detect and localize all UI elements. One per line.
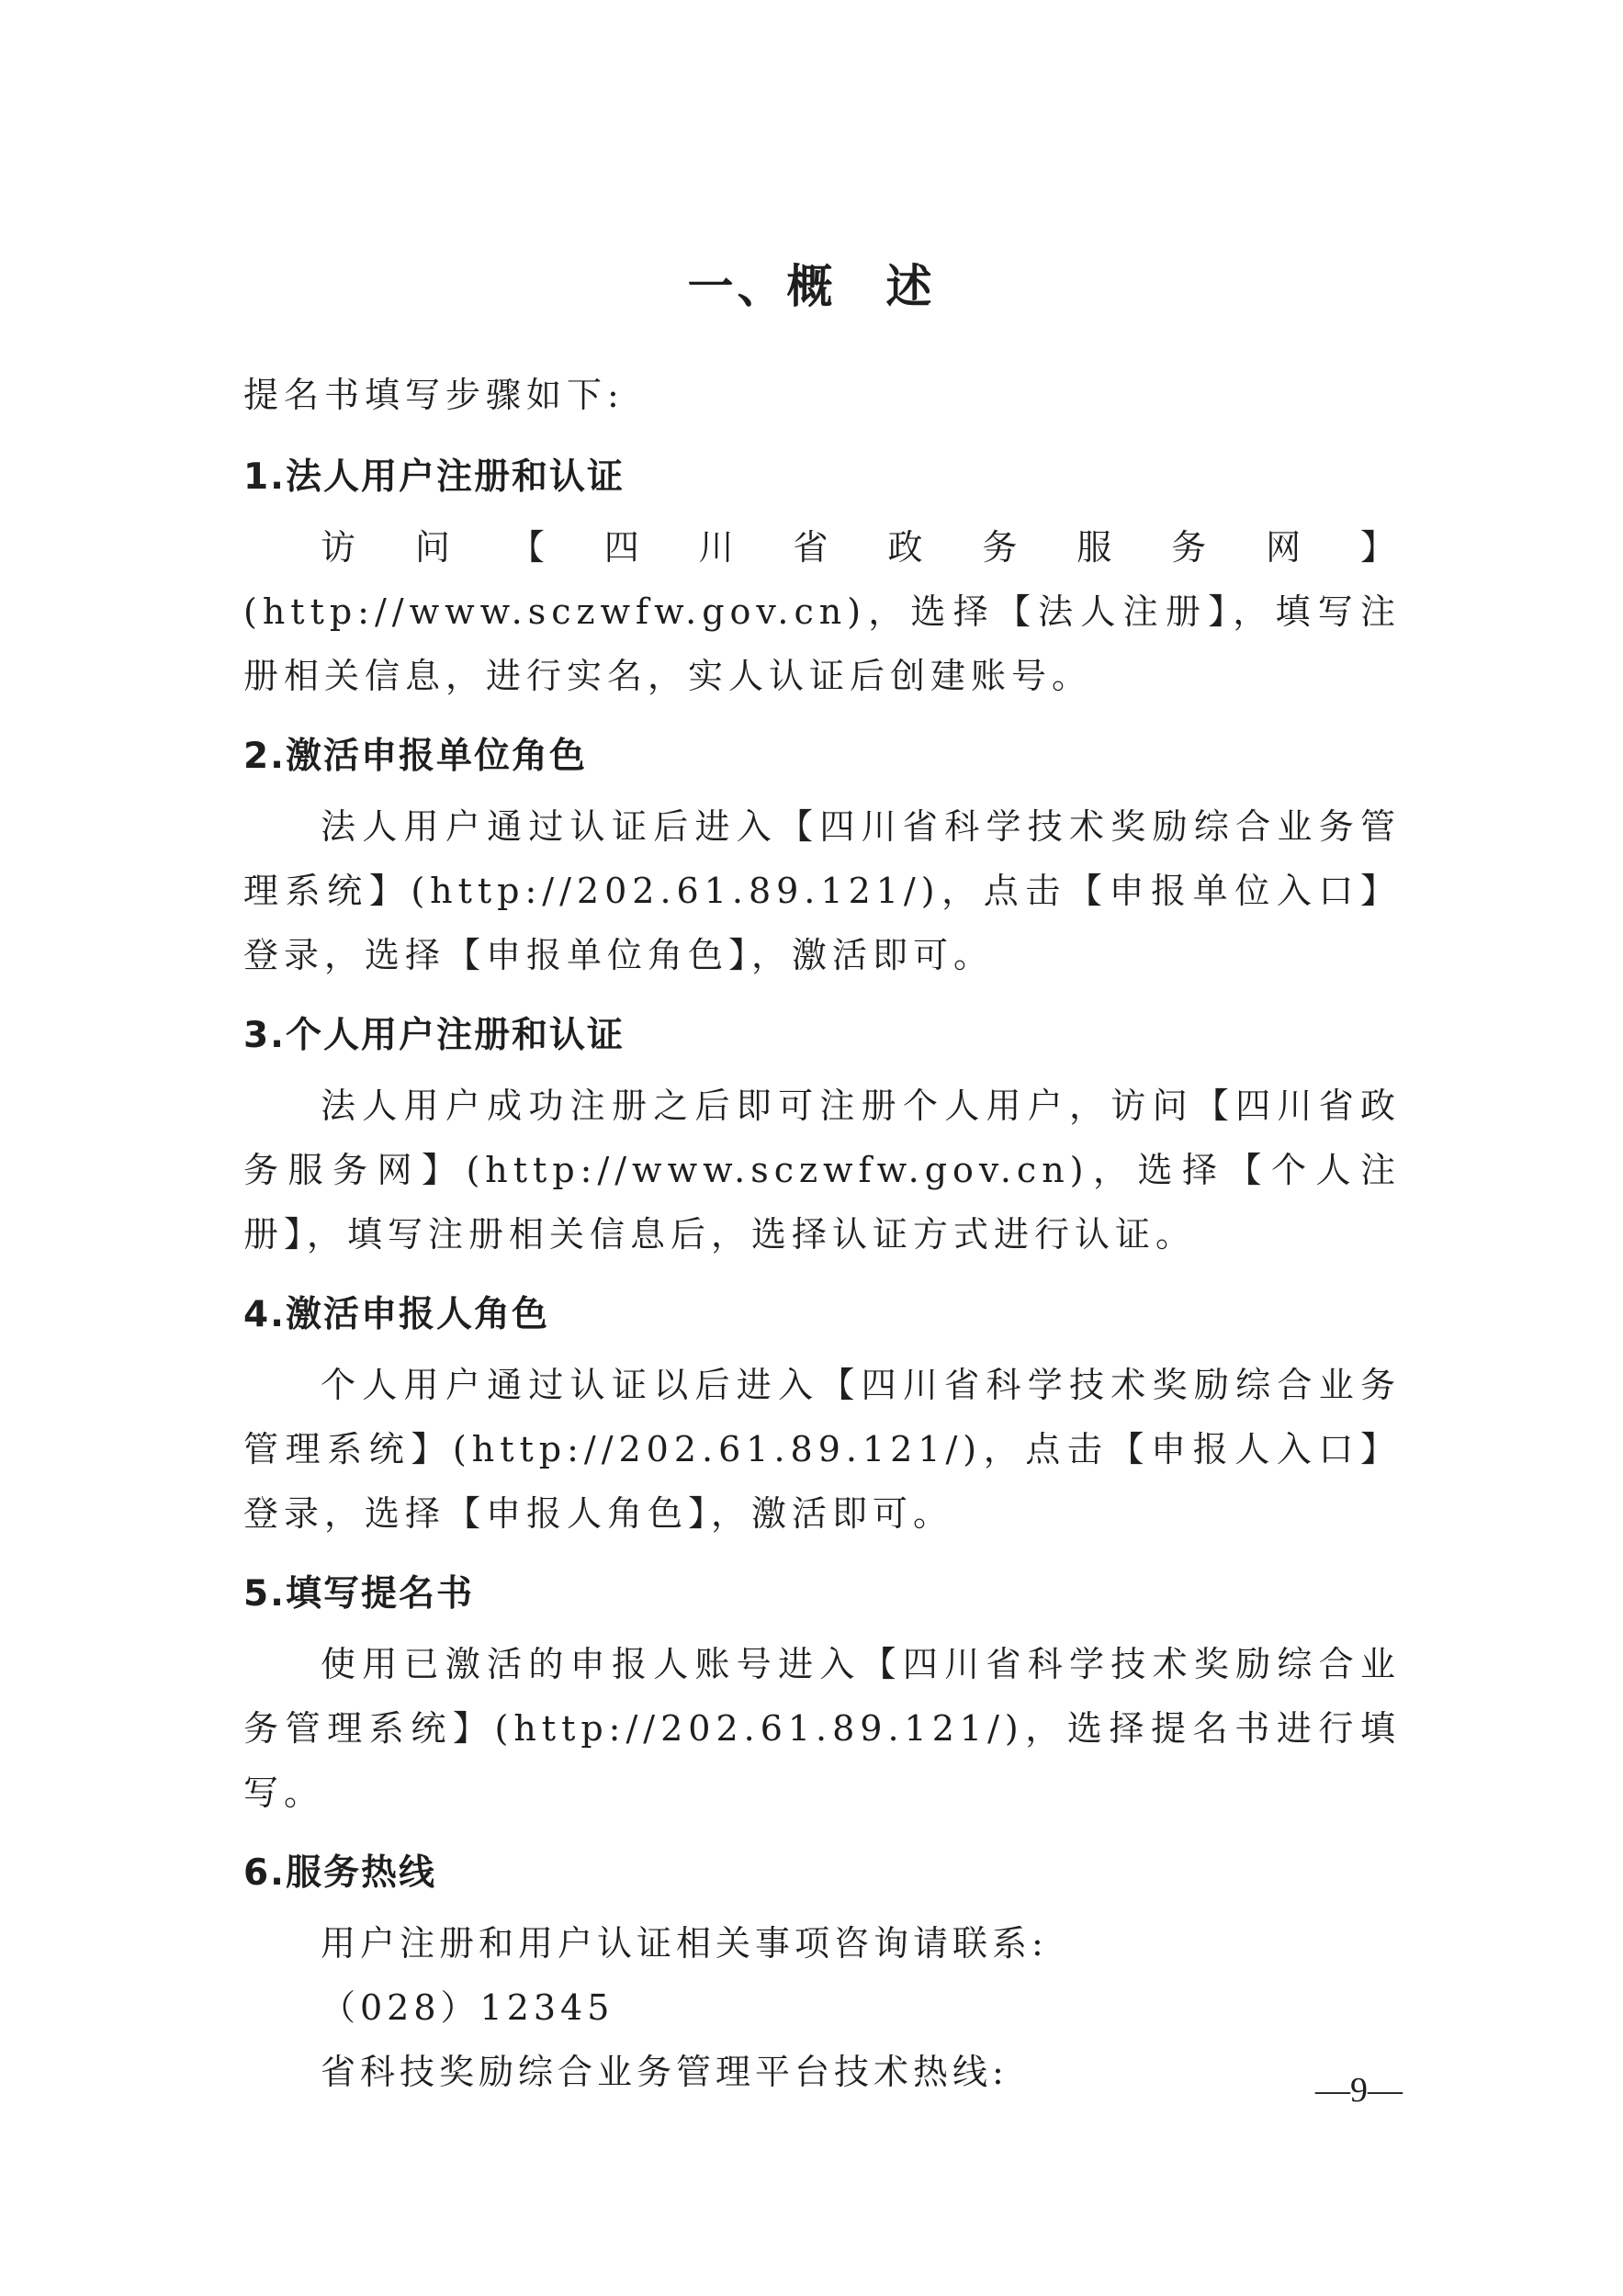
hotline-phone: （028）12345 [321,1987,614,2028]
section-4 [243,1277,1401,1546]
section-heading: 3.个人用户注册和认证 [243,1015,625,1056]
hotline-text: 用户注册和用户认证相关事项咨询请联系: [321,1923,1048,1964]
section-paragraph: 访问【四川省政务服务网】(http://www.sczwfw.gov.cn)，选择【法人注册】，填写注册相关信息，进行实名，实人认证后创建账号。 [243,527,1401,696]
section-paragraph: 法人用户通过认证后进入【四川省科学技术奖励综合业务管理系统】(http://202.61.89.121/)，点击【申报单位入口】登录，选择【申报单位角色】，激活即可。 [243,806,1401,975]
section-heading: 4.激活申报人角色 [243,1294,549,1335]
hotline-text: 省科技奖励综合业务管理平台技术热线: [321,2052,1009,2092]
section-2 [243,719,1401,987]
section-paragraph: 使用已激活的申报人账号进入【四川省科学技术奖励综合业务管理系统】(http://202.61.89.121/)，选择提名书进行填写。 [243,1644,1401,1813]
page-number: —9— [1315,2071,1403,2110]
section-paragraph: 法人用户成功注册之后即可注册个人用户，访问【四川省政务服务网】(http://www.sczwfw.gov.cn)，选择【个人注册】，填写注册相关信息后，选择认证方式进行认证。 [243,1086,1401,1255]
page-title: 一、概 述 [687,259,936,313]
section-6-hotline [243,1836,1401,2104]
section-paragraph: 个人用户通过认证以后进入【四川省科学技术奖励综合业务管理系统】(http://202.61.89.121/)，点击【申报人入口】登录，选择【申报人角色】，激活即可。 [243,1365,1401,1534]
document-body [243,363,1401,2104]
section-1 [243,440,1401,708]
intro-text: 提名书填写步骤如下: [243,375,625,415]
section-3 [243,998,1401,1266]
section-5 [243,1557,1401,1825]
section-heading: 5.填写提名书 [243,1573,474,1615]
section-heading: 6.服务热线 [243,1852,436,1894]
section-heading: 1.法人用户注册和认证 [243,456,625,498]
section-heading: 2.激活申报单位角色 [243,736,587,777]
